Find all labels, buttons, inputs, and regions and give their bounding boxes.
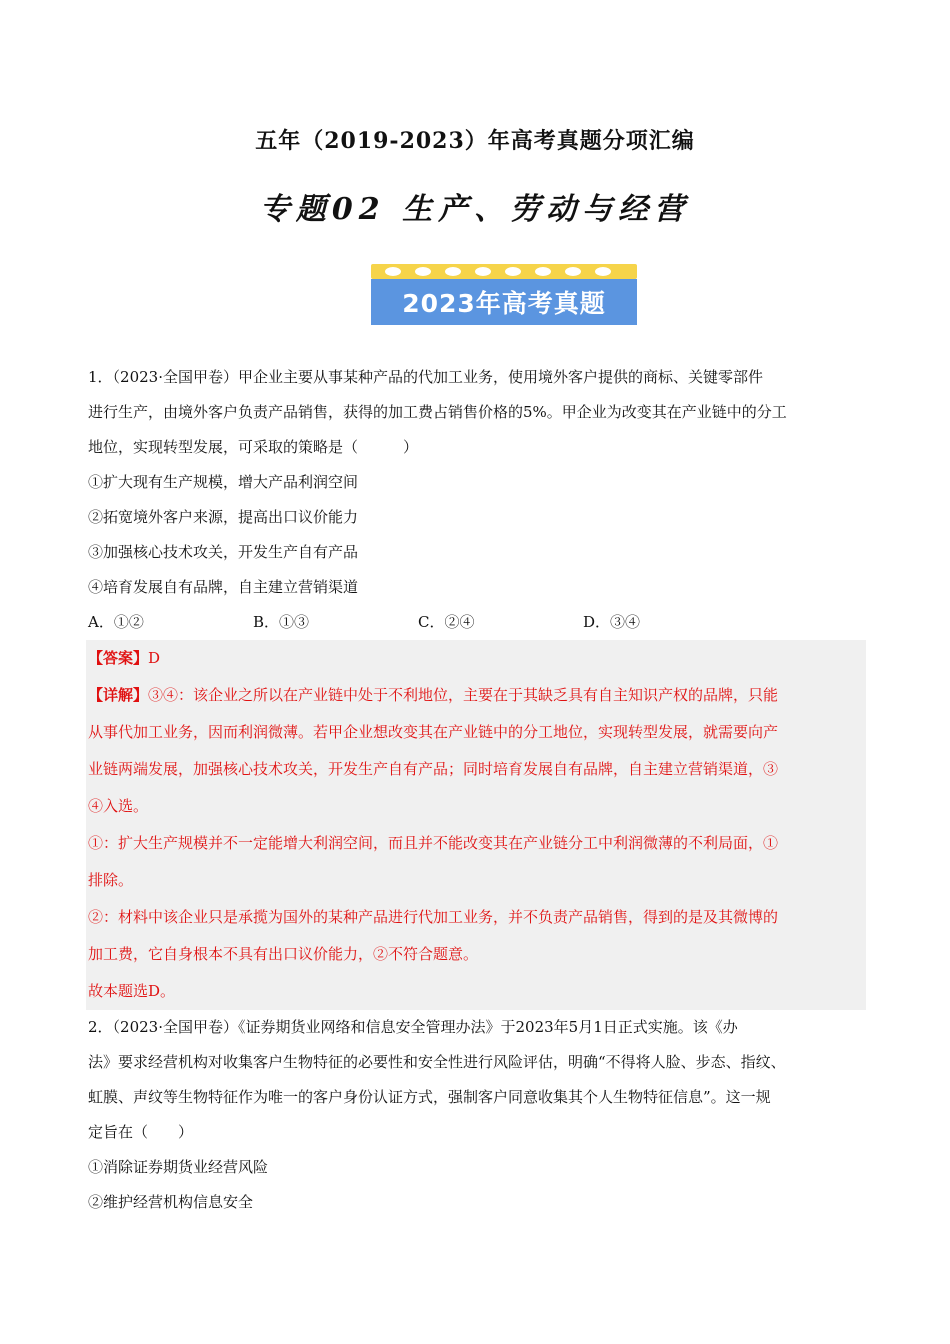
question-stem-line: 法》要求经营机构对收集客户生物特征的必要性和安全性进行风险评估，明确“不得将人脸、步态、指纹、 <box>88 1053 786 1071</box>
question-1 <box>88 360 864 1010</box>
detail-line <box>88 677 864 714</box>
dot-icon <box>415 267 431 276</box>
question-item: ②维护经营机构信息安全 <box>88 1193 254 1211</box>
dot-icon <box>385 267 401 276</box>
question-stem-line: 虹膜、声纹等生物特征作为唯一的客户身份认证方式，强制客户同意收集其个人生物特征信息”。这一规 <box>88 1088 771 1106</box>
answer-options <box>88 605 864 640</box>
question-item: ①扩大现有生产规模，增大产品利润空间 <box>88 473 359 491</box>
question-item: ①消除证券期货业经营风险 <box>88 1158 269 1176</box>
detail-line: 业链两端发展，加强核心技术攻关，开发生产自有产品；同时培育发展自有品牌，自主建立营销渠道，③ <box>88 760 779 778</box>
question-item: ③加强核心技术攻关，开发生产自有产品 <box>88 543 359 561</box>
question-item: ②拓宽境外客户来源，提高出口议价能力 <box>88 508 359 526</box>
section-banner <box>371 264 637 325</box>
banner-label: 2023年高考真题 <box>371 279 637 325</box>
detail-tag: 【详解】 <box>88 686 149 704</box>
dot-icon <box>505 267 521 276</box>
question-2 <box>88 1010 864 1220</box>
option-c: C．②④ <box>418 613 475 631</box>
detail-line: ④入选。 <box>88 797 149 815</box>
dot-icon <box>475 267 491 276</box>
detail-line: 加工费，它自身根本不具有出口议价能力，②不符合题意。 <box>88 945 479 963</box>
question-stem-line: 进行生产，由境外客户负责产品销售，获得的加工费占销售价格的5%。甲企业为改变其在产业链中的分工 <box>88 403 787 421</box>
question-stem-line: 地位，实现转型发展，可采取的策略是（ ） <box>88 438 419 456</box>
question-stem-line: 1．（2023·全国甲卷）甲企业主要从事某种产品的代加工业务，使用境外客户提供的商标、关键零部件 <box>88 368 763 386</box>
option-a: A．①② <box>88 613 144 631</box>
answer-tag: 【答案】 <box>88 649 149 667</box>
dot-icon <box>565 267 581 276</box>
page-title: 五年（2019-2023）年高考真题分项汇编 <box>255 128 695 154</box>
banner-stripe <box>371 264 637 279</box>
dot-icon <box>595 267 611 276</box>
detail-text: ③④：该企业之所以在产业链中处于不利地位，主要在于其缺乏具有自主知识产权的品牌，只能 <box>148 686 779 704</box>
topic-title: 专题02 生产、劳动与经营 <box>259 192 691 227</box>
answer-explanation <box>86 640 866 1010</box>
detail-line: 排除。 <box>88 871 134 889</box>
answer-value: D <box>148 649 161 667</box>
detail-line: ②：材料中该企业只是承揽为国外的某种产品进行代加工业务，并不负责产品销售，得到的是及其微博的 <box>88 908 779 926</box>
dot-icon <box>445 267 461 276</box>
question-content <box>88 360 864 1220</box>
option-d: D．③④ <box>583 613 641 631</box>
option-b: B．①③ <box>253 613 310 631</box>
dot-icon <box>535 267 551 276</box>
detail-line: 从事代加工业务，因而利润微薄。若甲企业想改变其在产业链中的分工地位，实现转型发展，就需要向产 <box>88 723 779 741</box>
question-stem-line: 2．（2023·全国甲卷）《证券期货业网络和信息安全管理办法》于2023年5月1日正式实施。该《办 <box>88 1018 738 1036</box>
question-item: ④培育发展自有品牌，自主建立营销渠道 <box>88 578 359 596</box>
question-stem-line: 定旨在（ ） <box>88 1123 194 1141</box>
detail-line: 故本题选D。 <box>88 982 176 1000</box>
detail-line: ①：扩大生产规模并不一定能增大利润空间，而且并不能改变其在产业链分工中利润微薄的不利局面，① <box>88 834 779 852</box>
answer-line <box>88 640 864 677</box>
